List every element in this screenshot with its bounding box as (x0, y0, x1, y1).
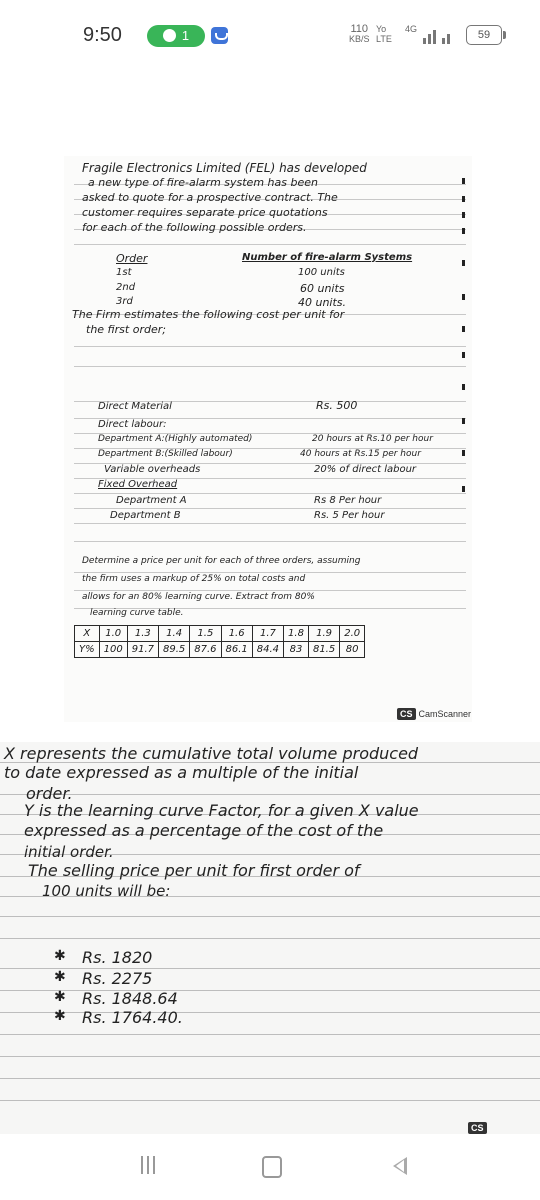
volte-bottom: LTE (376, 34, 392, 44)
table-cell: 91.7 (127, 642, 158, 658)
cost-label-direct-labour: Direct labour: (98, 419, 167, 430)
table-cell: 1.8 (284, 626, 309, 642)
task-line-2: the firm uses a markup of 25% on total costs and (82, 574, 306, 584)
scanned-page-2 (0, 742, 540, 1134)
table-cell: 1.3 (127, 626, 158, 642)
cost-label-fixed-overhead: Fixed Overhead (98, 479, 178, 490)
task-line-3: allows for an 80% learning curve. Extract from 80% (82, 592, 315, 602)
task-line-1: Determine a price per unit for each of three orders, assuming (82, 556, 361, 566)
cost-label-fixed-dept-a: Department A (116, 495, 187, 506)
estimate-line-1: The Firm estimates the following cost per unit for (72, 308, 345, 321)
explanation-line-2: to date expressed as a multiple of the initial (4, 763, 359, 782)
status-bar (0, 0, 540, 72)
option-2[interactable]: Rs. 2275 (82, 969, 153, 988)
recent-apps-icon[interactable] (139, 1156, 157, 1174)
table-cell: 100 (99, 642, 127, 658)
back-icon[interactable] (393, 1157, 407, 1175)
order-3-units: 40 units. (298, 296, 347, 309)
option-marker-4: ✱ (54, 1008, 66, 1024)
home-icon[interactable] (262, 1156, 282, 1178)
cost-label-dept-b: Department B:(Skilled labour) (98, 449, 233, 459)
battery-icon (466, 25, 502, 45)
camscanner-badge: CS (397, 708, 416, 720)
cost-value-fixed-dept-b: Rs. 5 Per hour (314, 510, 385, 521)
explanation-line-7: The selling price per unit for first order of (28, 861, 360, 880)
cost-value-direct-material: Rs. 500 (316, 399, 358, 412)
order-1: 1st (116, 267, 132, 278)
volte-top: Yo (376, 24, 387, 34)
app-notification-icon (211, 27, 228, 44)
table-cell: 1.9 (308, 626, 339, 642)
camscanner-badge-2: CS (468, 1122, 487, 1134)
intro-line-5: for each of the following possible orders. (82, 221, 307, 234)
status-time: 9:50 (83, 24, 122, 46)
battery-level: 59 (477, 29, 491, 41)
table-cell: 1.7 (252, 626, 283, 642)
cost-value-dept-a: 20 hours at Rs.10 per hour (312, 434, 433, 444)
intro-line-2: a new type of fire-alarm system has been (88, 176, 318, 189)
table-cell: 89.5 (158, 642, 189, 658)
option-marker-1: ✱ (54, 948, 66, 964)
table-row-x (75, 626, 365, 642)
explanation-line-4: Y is the learning curve Factor, for a given X value (24, 801, 419, 820)
cost-label-variable-overheads: Variable overheads (104, 464, 201, 475)
cost-value-dept-b: 40 hours at Rs.15 per hour (300, 449, 421, 459)
order-2-units: 60 units (300, 282, 345, 295)
scanned-page-1 (64, 156, 472, 722)
table-cell: 84.4 (252, 642, 283, 658)
explanation-line-6: initial order. (24, 843, 114, 861)
table-cell: 81.5 (308, 642, 339, 658)
option-4[interactable]: Rs. 1764.40. (82, 1008, 183, 1027)
task-line-4: learning curve table. (90, 608, 184, 618)
systems-header: Number of fire-alarm Systems (242, 252, 413, 263)
option-3[interactable]: Rs. 1848.64 (82, 989, 178, 1008)
table-cell: 2.0 (340, 626, 365, 642)
cost-label-direct-material: Direct Material (98, 401, 172, 412)
table-cell: 1.4 (158, 626, 189, 642)
cost-label-dept-a: Department A:(Highly automated) (98, 434, 253, 444)
table-cell: 83 (284, 642, 309, 658)
order-3: 3rd (116, 296, 133, 307)
option-1[interactable]: Rs. 1820 (82, 948, 153, 967)
network-type: 4G (405, 24, 418, 34)
notification-count: 1 (181, 28, 190, 43)
net-speed-value: 110 (350, 23, 369, 35)
explanation-line-8: 100 units will be: (42, 882, 171, 900)
option-marker-3: ✱ (54, 989, 66, 1005)
explanation-line-1: X represents the cumulative total volume produced (4, 744, 419, 763)
net-speed-unit: KB/S (349, 34, 370, 44)
table-cell: 1.6 (221, 626, 252, 642)
table-cell: 80 (340, 642, 365, 658)
explanation-line-3: order. (26, 784, 73, 803)
intro-line-3: asked to quote for a prospective contract. The (82, 191, 338, 204)
signal-icon (405, 26, 453, 44)
intro-line-1: Fragile Electronics Limited (FEL) has developed (82, 161, 367, 175)
table-cell: 87.6 (190, 642, 221, 658)
learning-curve-table (74, 625, 365, 658)
table-header-x: X (75, 626, 100, 642)
cost-value-fixed-dept-a: Rs 8 Per hour (314, 495, 382, 506)
option-marker-2: ✱ (54, 969, 66, 985)
cost-label-fixed-dept-b: Department B (110, 510, 181, 521)
table-row-y (75, 642, 365, 658)
notification-dot-icon (163, 29, 176, 42)
table-cell: 86.1 (221, 642, 252, 658)
camscanner-text: CamScanner (418, 709, 472, 719)
intro-line-4: customer requires separate price quotations (82, 206, 328, 219)
estimate-line-2: the first order; (86, 323, 166, 336)
order-header: Order (116, 252, 148, 265)
net-speed (349, 24, 370, 44)
table-cell: 1.5 (190, 626, 221, 642)
order-2: 2nd (116, 282, 136, 293)
cost-value-variable-overheads: 20% of direct labour (314, 464, 417, 475)
camscanner-watermark (397, 708, 471, 720)
table-cell: 1.0 (99, 626, 127, 642)
volte-indicator (376, 24, 392, 44)
order-1-units: 100 units (298, 267, 345, 278)
notification-pill[interactable] (147, 25, 205, 47)
explanation-line-5: expressed as a percentage of the cost of the (24, 821, 384, 840)
table-header-y: Y% (75, 642, 100, 658)
